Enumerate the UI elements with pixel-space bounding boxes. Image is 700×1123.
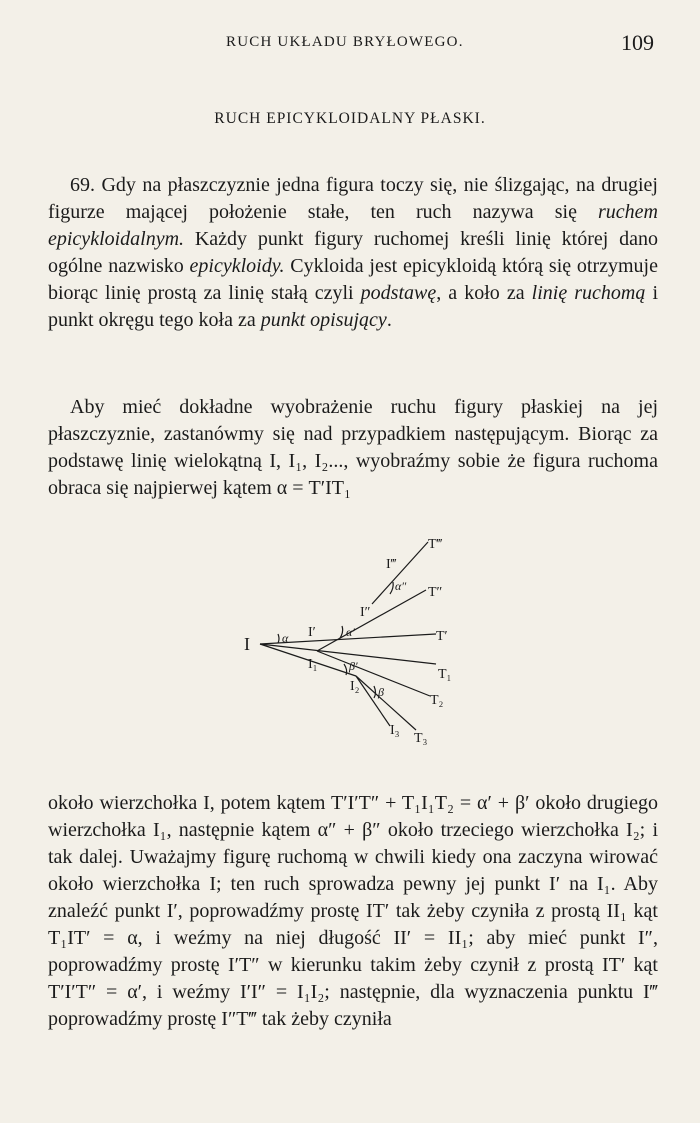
term-podstawa: podstawę xyxy=(360,282,437,304)
line-Ipp-Tppp xyxy=(372,542,428,604)
page-number: 109 xyxy=(621,30,654,55)
label-I3: I₃ xyxy=(390,723,400,738)
arc-beta-p xyxy=(344,664,347,675)
line-I1-T2 xyxy=(317,651,430,696)
paragraph-69: 69. Gdy na płaszczyznie jedna figura toczy się, nie ślizgając, na drugiej figurze mającej położenie stałe, ten ruch nazywa się ruchem epicykloidalnym. Każdy punkt figury ruchomej kreśli linię której dano ogólne nazwisko epicykloidy. Cykloida jest epicykloidą którą się otrzymuje biorąc linię prostą za linię stałą czyli podstawę, a koło za linię ruchomą i punkt okręgu tego koła za punkt opisujący. xyxy=(48,174,658,331)
label-I2: I₂ xyxy=(350,679,360,694)
label-Tp: T′ xyxy=(436,629,448,644)
label-alpha: α xyxy=(282,631,289,645)
running-header xyxy=(0,30,700,56)
paragraph-2: Aby mieć dokładne wyobrażenie ruchu figury płaskiej na jej płaszczyznie, zastanówmy się nad przypadkiem następującym. Biorąc za podstawę linię wielokątną I, I₁, I₂..., wyobraźmy sobie że figura ruchoma obraca się najpierwej kątem α = T′IT₁ xyxy=(48,396,658,499)
label-beta-p: β′ xyxy=(349,659,358,673)
label-Tpp: T″ xyxy=(428,585,443,600)
term-linia-ruchoma: linię ruchomą xyxy=(531,282,646,304)
paragraph-3: około wierzchołka I, potem kątem T′I′T″ + T₁I₁T₂ = α′ + β′ około drugiego wierzchołka I₁, następnie kątem α″ + β″ około trzeciego wierzchołka I₂; i tak dalej. Uważajmy figurę ruchomą w chwili kiedy ona zaczyna wirować około wierzchołka I; ten ruch sprowadza pewny jej punkt I′ na I₁. Aby znaleźć punkt I′, poprowadźmy prostę IT′ tak żeby czyniła z prostą II₁ kąt T₁IT′ = α, i weźmy na niej długość II′ = II₁; aby mieć punkt I″, poprowadźmy prostę I′T″ w kierunku takim żeby czynił z prostą IT′ kąt T′I′T″ = α′, i weźmy I′I″ = I₁I₂; następnie, dla wyznaczenia punktu I‴ poprowadźmy prostę I″T‴ tak żeby czyniła xyxy=(48,792,658,1030)
label-Ipp: I″ xyxy=(360,605,371,620)
label-beta: β xyxy=(378,685,384,699)
term-punkt-opisujacy: punkt opisujący xyxy=(260,309,387,331)
line-I2-I3 xyxy=(356,676,390,726)
term-ruch-epicykloidalny: ruchem epicykloidalnym. xyxy=(48,201,658,250)
line-I2-T3 xyxy=(356,676,416,730)
label-Ippp: I‴ xyxy=(386,557,397,572)
arc-alpha xyxy=(278,634,279,643)
line-Ip-Tpp xyxy=(317,590,426,651)
label-alpha-pp: α″ xyxy=(395,579,407,593)
line-I-T1 xyxy=(260,644,436,664)
label-I1: I₁ xyxy=(308,657,318,672)
term-epicykloida: epicykloidy. xyxy=(189,255,285,277)
paragraph-number: 69. xyxy=(70,174,95,196)
label-Tppp: T‴ xyxy=(428,538,443,552)
section-title: RUCH EPICYKLOIDALNY PŁASKI. xyxy=(214,110,486,127)
polygon-rolling-diagram xyxy=(240,538,470,750)
label-T2: T₂ xyxy=(430,693,444,708)
label-alpha-p: α′ xyxy=(346,625,355,639)
label-T3: T₃ xyxy=(414,731,428,746)
label-I: I xyxy=(244,634,250,654)
running-title: RUCH UKŁADU BRYŁOWEGO. xyxy=(226,34,464,50)
label-Ip: I′ xyxy=(308,625,316,640)
label-T1: T₁ xyxy=(438,667,452,682)
